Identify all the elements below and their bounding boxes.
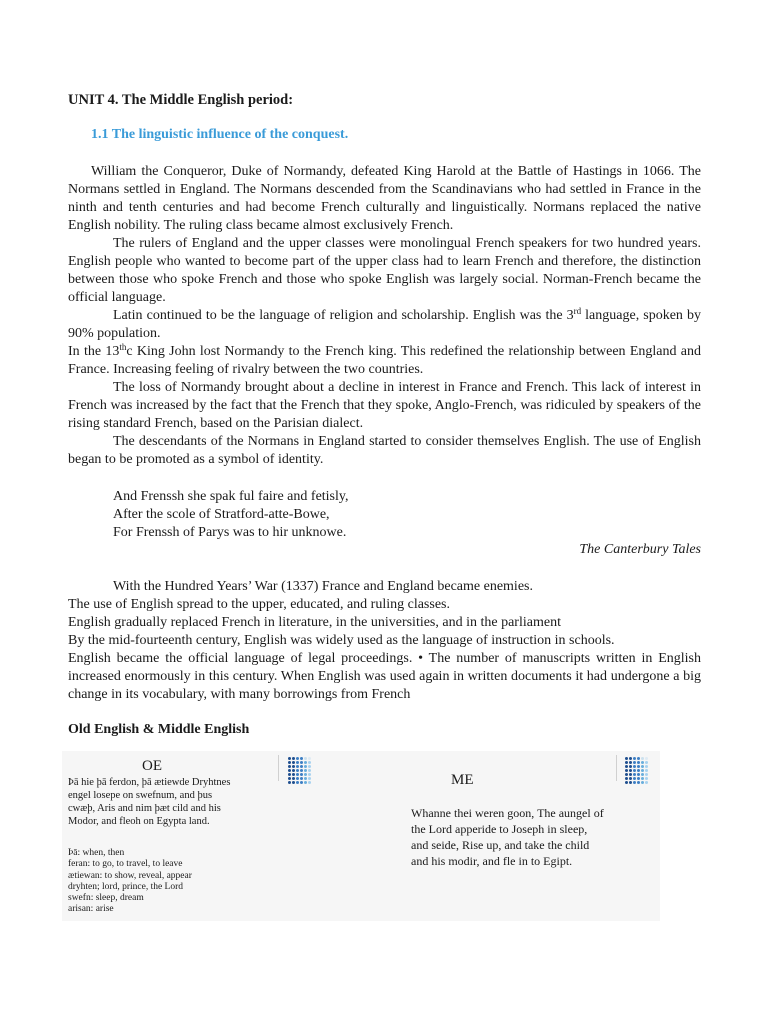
logo-dot (637, 769, 640, 772)
paragraph-hundred-years: With the Hundred Years’ War (1337) France and England became enemies. (113, 579, 533, 594)
logo-dot (296, 761, 299, 764)
logo-dot (308, 777, 311, 780)
logo-dot (645, 761, 648, 764)
logo-dot (625, 773, 628, 776)
divider (278, 755, 279, 781)
logo-dot (625, 765, 628, 768)
logo-dot (296, 777, 299, 780)
logo-dot (308, 765, 311, 768)
logo-dot (633, 757, 636, 760)
me-title: ME (451, 772, 474, 788)
logo-dot (300, 765, 303, 768)
logo-dot (308, 761, 311, 764)
logo-dot (300, 761, 303, 764)
logo-dot (641, 761, 644, 764)
logo-dot (292, 765, 295, 768)
oe-title: OE (142, 758, 162, 774)
logo-dot (629, 781, 632, 784)
logo-dot (645, 781, 648, 784)
logo-dot (308, 773, 311, 776)
logo-dot (304, 777, 307, 780)
logo-dot (300, 777, 303, 780)
paragraph-conquest: William the Conqueror, Duke of Normandy, defeated King Harold at the Battle of Hastings in 1066. The Normans settled in England. The Normans descended from the Scandinavians who had settled in France in the ninth and tenth centuries and had become French culturally and linguistically. Normans replaced the native English nobility. The ruling class became almost exclusively French. (68, 164, 701, 233)
logo-dot (300, 781, 303, 784)
logo-dot (296, 773, 299, 776)
logo-dot (633, 781, 636, 784)
logo-dot (625, 777, 628, 780)
logo-dot (292, 773, 295, 776)
logo-dot (288, 777, 291, 780)
logo-dot (645, 757, 648, 760)
logo-dot (645, 777, 648, 780)
body-block-2 (68, 307, 701, 469)
logo-dot (625, 769, 628, 772)
logo-dot (300, 757, 303, 760)
logo-dot (625, 781, 628, 784)
logo-dot (296, 757, 299, 760)
paragraph-replaced: English gradually replaced French in literature, in the universities, and in the parliament (68, 615, 561, 630)
logo-dot (304, 761, 307, 764)
dot-logo-icon (625, 757, 648, 784)
logo-dot (641, 769, 644, 772)
logo-dot (637, 757, 640, 760)
body-block-3 (68, 578, 701, 704)
logo-dot (288, 769, 291, 772)
logo-dot (296, 781, 299, 784)
oe-passage: Þā hie þā ferdon, þā ætiewde Dryhtnes engel losepe on swefnum, and þus cwæþ, Aris and nim þæt cild and his Modor, and fleoh on Egypta land. (68, 777, 231, 827)
logo-dot (629, 761, 632, 764)
paragraph-legal: English became the official language of legal proceedings. • The number of manuscripts written in English increased enormously in this century. When English was used again in written documents it had undergone a big change in its vocabulary, with many borrowings from French (68, 651, 701, 702)
logo-dot (637, 781, 640, 784)
logo-dot (308, 781, 311, 784)
logo-dot (633, 761, 636, 764)
oe-glossary: Þā: when, then feran: to go, to travel, to leave ætiewan: to show, reveal, appear dryhten; lord, prince, the Lord swefn: sleep, dream arisan: arise (68, 848, 192, 915)
logo-dot (629, 773, 632, 776)
logo-dot (288, 765, 291, 768)
body-block-1 (68, 163, 701, 307)
poem-quote (113, 488, 348, 542)
logo-dot (296, 769, 299, 772)
logo-dot (304, 769, 307, 772)
divider (616, 755, 617, 781)
logo-dot (645, 773, 648, 776)
logo-dot (641, 773, 644, 776)
poem-source: The Canterbury Tales (579, 542, 701, 557)
logo-dot (637, 761, 640, 764)
logo-dot (292, 761, 295, 764)
logo-dot (633, 765, 636, 768)
comparison-heading: Old English & Middle English (68, 722, 250, 737)
logo-dot (625, 761, 628, 764)
logo-dot (641, 765, 644, 768)
logo-dot (300, 769, 303, 772)
logo-dot (304, 781, 307, 784)
logo-dot (304, 757, 307, 760)
logo-dot (641, 757, 644, 760)
logo-dot (637, 777, 640, 780)
logo-dot (633, 777, 636, 780)
logo-dot (629, 757, 632, 760)
paragraph-spread: The use of English spread to the upper, educated, and ruling classes. (68, 597, 450, 612)
paragraph-latin: Latin continued to be the language of religion and scholarship. English was the 3rd language, spoken by 90% population. (68, 306, 701, 341)
dot-logo-icon (288, 757, 311, 784)
logo-dot (637, 773, 640, 776)
paragraph-schools: By the mid-fourteenth century, English was widely used as the language of instruction in schools. (68, 633, 615, 648)
unit-title: UNIT 4. The Middle English period: (68, 92, 294, 108)
logo-dot (308, 757, 311, 760)
logo-dot (300, 773, 303, 776)
logo-dot (304, 773, 307, 776)
poem-line: And Frenssh she spak ful faire and fetisly, (113, 489, 349, 504)
logo-dot (641, 781, 644, 784)
section-heading: 1.1 The linguistic influence of the conquest. (91, 127, 349, 142)
me-passage: Whanne thei weren goon, The aungel of the Lord apperide to Joseph in sleep, and seide, Rise up, and take the child and his modir, and fle in to Egipt. (411, 806, 604, 868)
logo-dot (288, 757, 291, 760)
logo-dot (288, 761, 291, 764)
logo-dot (633, 769, 636, 772)
poem-line: For Frenssh of Parys was to hir unknowe. (113, 525, 347, 540)
logo-dot (308, 769, 311, 772)
poem-line: After the scole of Stratford-atte-Bowe, (113, 507, 330, 522)
logo-dot (633, 773, 636, 776)
paragraph-loss: The loss of Normandy brought about a decline in interest in France and French. This lack of interest in French was increased by the fact that the French that they spoke, Anglo-French, was ridiculed by speakers of the rising standard French, based on the Parisian dialect. (68, 380, 701, 431)
logo-dot (292, 769, 295, 772)
logo-dot (296, 765, 299, 768)
logo-dot (288, 781, 291, 784)
logo-dot (304, 765, 307, 768)
oe-me-comparison-image (62, 751, 660, 921)
logo-dot (292, 781, 295, 784)
logo-dot (645, 765, 648, 768)
logo-dot (637, 765, 640, 768)
logo-dot (292, 777, 295, 780)
paragraph-rulers: The rulers of England and the upper classes were monolingual French speakers for two hundred years. English people who wanted to become part of the upper class had to learn French and therefore, the distinction between those who spoke French and those who spoke English was largely social. Norman-French became the official language. (68, 236, 701, 305)
logo-dot (629, 777, 632, 780)
logo-dot (645, 769, 648, 772)
paragraph-descendants: The descendants of the Normans in England started to consider themselves English. The use of English began to be promoted as a symbol of identity. (68, 434, 701, 467)
logo-dot (641, 777, 644, 780)
logo-dot (288, 773, 291, 776)
paragraph-normandy: In the 13thc King John lost Normandy to the French king. This redefined the relationship between England and France. Increasing feeling of rivalry between the two countries. (68, 342, 702, 377)
logo-dot (629, 769, 632, 772)
logo-dot (292, 757, 295, 760)
logo-dot (629, 765, 632, 768)
logo-dot (625, 757, 628, 760)
